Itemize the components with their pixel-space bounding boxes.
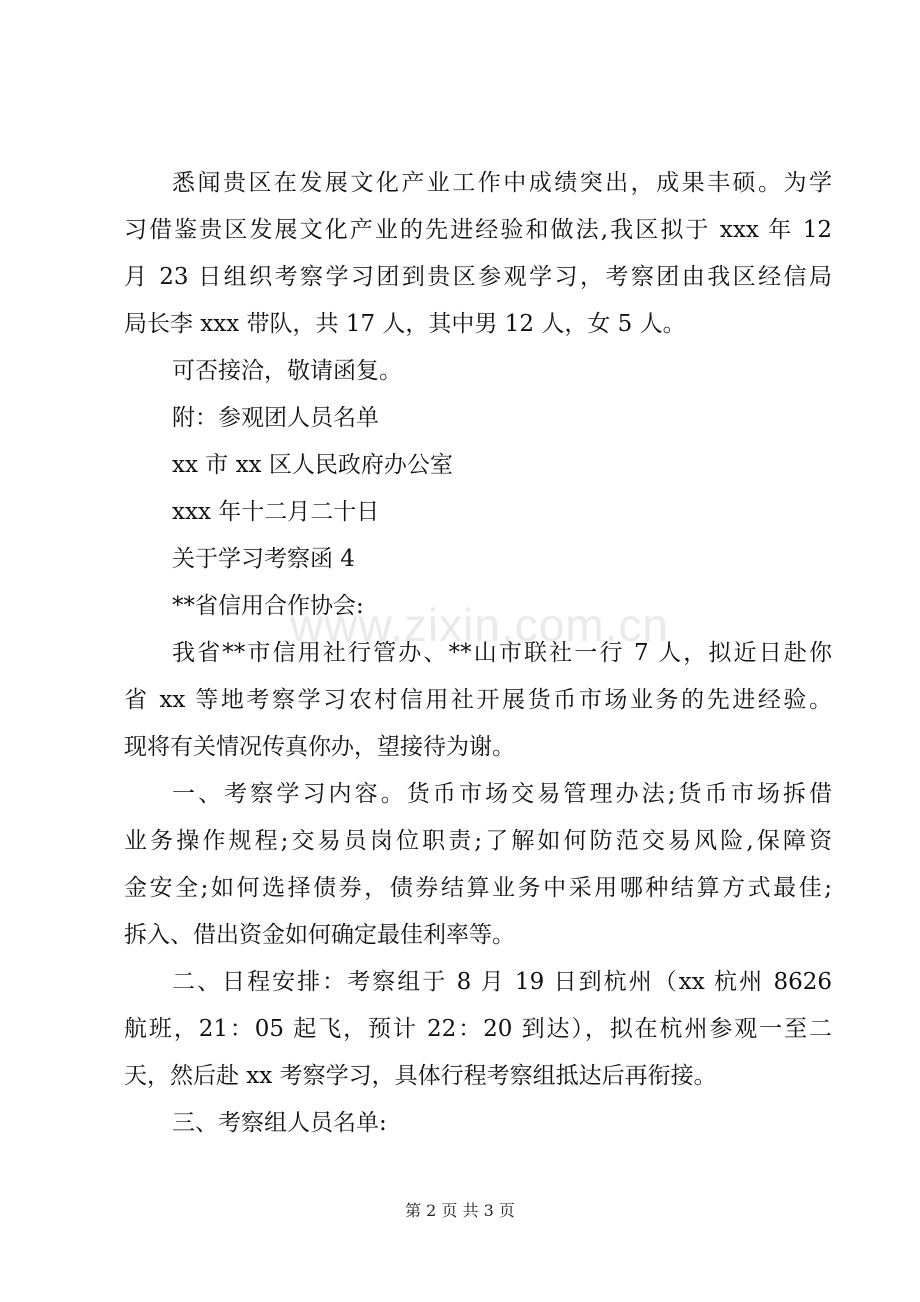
paragraph-line: 三、考察组人员名单:: [172, 1110, 387, 1136]
paragraph-line: 习借鉴贵区发展文化产业的先进经验和做法,我区拟于 xxx 年 12: [124, 217, 832, 243]
paragraph-line: 航班，21：05 起飞，预计 22：20 到达），拟在杭州参观一至二: [124, 1016, 832, 1042]
attachment-note: 附：参观团人员名单: [172, 405, 379, 431]
paragraph-line: 悉闻贵区在发展文化产业工作中成绩突出，成果丰硕。为学: [172, 170, 832, 196]
paragraph-line: 省 xx 等地考察学习农村信用社开展货币市场业务的先进经验。: [124, 687, 832, 713]
paragraph-line: 可否接洽，敬请函复。: [172, 358, 402, 384]
addressee: **省信用合作协会:: [172, 593, 364, 619]
paragraph-line: 月 23 日组织考察学习团到贵区参观学习，考察团由我区经信局: [124, 264, 832, 290]
sender-date: xxx 年十二月二十日: [172, 499, 380, 525]
page-number: 第 2 页 共 3 页: [405, 1201, 515, 1220]
paragraph-line: 我省**市信用社行管办、**山市联社一行 7 人，拟近日赴你: [172, 640, 832, 666]
paragraph-line: 现将有关情况传真你办，望接待为谢。: [124, 734, 515, 760]
paragraph-line: 拆入、借出资金如何确定最佳利率等。: [124, 922, 515, 948]
watermark: www.zixin.com.cn: [290, 599, 669, 651]
paragraph-line: 局长李 xxx 带队，共 17 人，其中男 12 人，女 5 人。: [124, 311, 686, 337]
document-body: [124, 160, 832, 1147]
sender-office: xx 市 xx 区人民政府办公室: [172, 452, 453, 478]
section-title: 关于学习考察函 4: [172, 546, 355, 572]
paragraph-line: 一、考察学习内容。货币市场交易管理办法;货币市场拆借: [172, 781, 832, 807]
paragraph-line: 金安全;如何选择债券，债券结算业务中采用哪种结算方式最佳;: [124, 875, 832, 901]
paragraph-line: 业务操作规程;交易员岗位职责;了解如何防范交易风险,保障资: [124, 828, 832, 854]
paragraph-line: 二、日程安排：考察组于 8 月 19 日到杭州（xx 杭州 8626: [172, 969, 832, 995]
paragraph-line: 天，然后赴 xx 考察学习，具体行程考察组抵达后再衔接。: [124, 1063, 717, 1089]
